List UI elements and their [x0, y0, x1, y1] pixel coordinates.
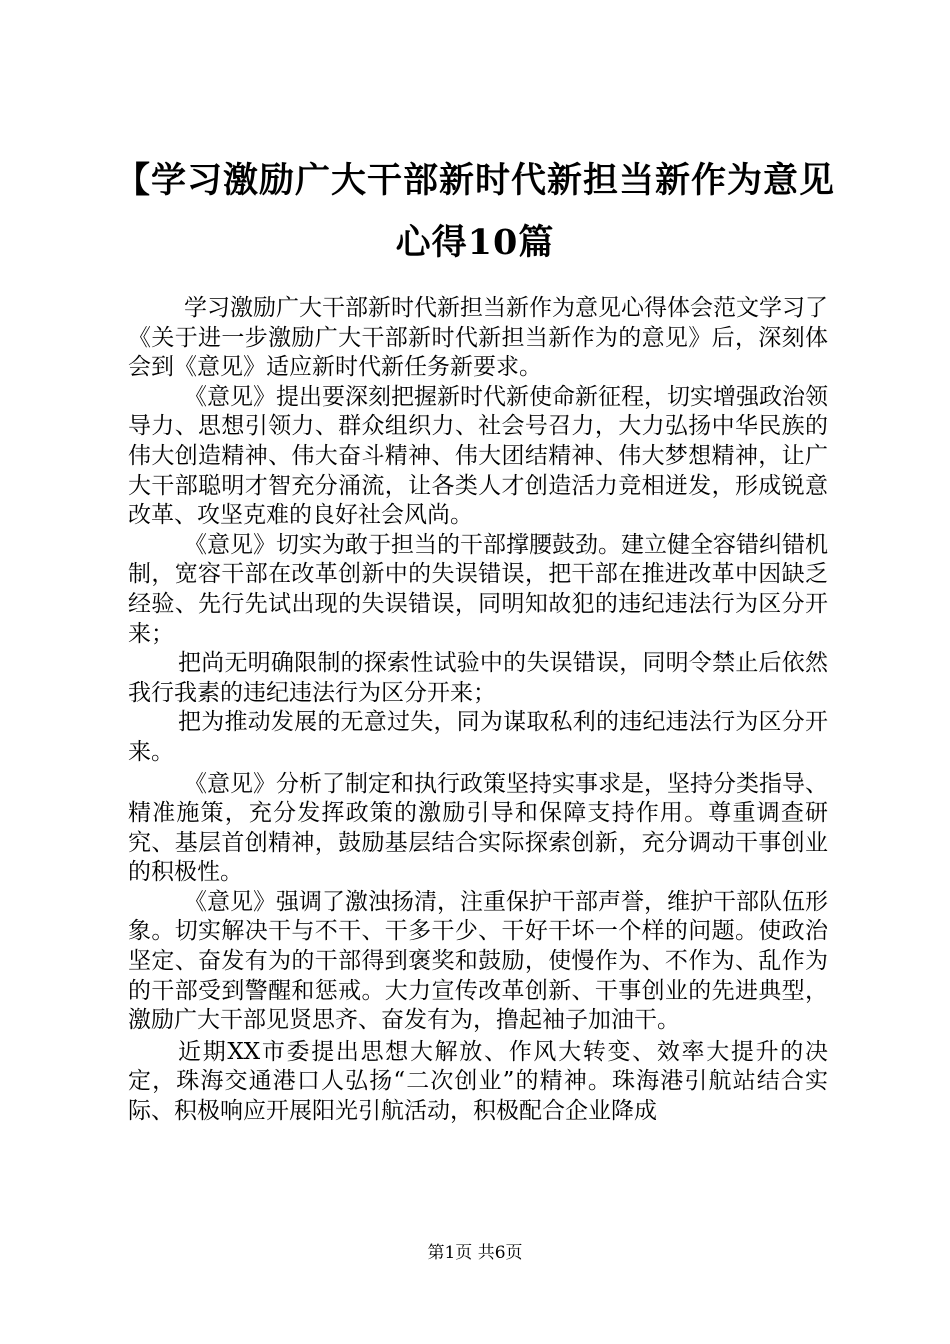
paragraph-5: 把为推动发展的无意过失，同为谋取私利的违纪违法行为区分开来。 [128, 709, 828, 765]
paragraph-7: 《意见》强调了激浊扬清，注重保护干部声誉，维护干部队伍形象。切实解决干与不干、干多干少、干好干坏一个样的问题。使政治坚定、奋发有为的干部得到褒奖和鼓励，使慢作为、不作为、乱作为的干部受到警醒和惩戒。大力宣传改革创新、干事创业的先进典型，激励广大干部见贤思齐、奋发有为，撸起袖子加油干。 [128, 888, 828, 1034]
paragraph-1: 学习激励广大干部新时代新担当新作为意见心得体会范文学习了《关于进一步激励广大干部新时代新担当新作为的意见》后，深刻体会到《意见》适应新时代新任务新要求。 [128, 295, 828, 381]
document-body [128, 294, 828, 1127]
title-line-1: 【学习激励广大干部新时代新担当新作为意见 [114, 160, 835, 201]
paragraph-3: 《意见》切实为敢于担当的干部撑腰鼓劲。建立健全容错纠错机制，宽容干部在改革创新中的失误错误，把干部在推进改革中因缺乏经验、先行先试出现的失误错误，同明知故犯的违纪违法行为区分开来； [128, 531, 828, 647]
paragraph-8: 近期XX市委提出思想大解放、作风大转变、效率大提升的决定，珠海交通港口人弘扬“二次创业”的精神。珠海港引航站结合实际、积极响应开展阳光引航活动，积极配合企业降成 [128, 1038, 828, 1125]
paragraph-4: 把尚无明确限制的探索性试验中的失误错误，同明令禁止后依然我行我素的违纪违法行为区分开来； [128, 650, 828, 706]
title-line-2: 心得10篇 [395, 222, 555, 263]
document-title [100, 150, 850, 274]
paragraph-6: 《意见》分析了制定和执行政策坚持实事求是，坚持分类指导、精准施策，充分发挥政策的激励引导和保障支持作用。尊重调查研究、基层首创精神，鼓励基层结合实际探索创新，充分调动干事创业的积极性。 [128, 770, 828, 886]
paragraph-2: 《意见》提出要深刻把握新时代新使命新征程，切实增强政治领导力、思想引领力、群众组织力、社会号召力，大力弘扬中华民族的伟大创造精神、伟大奋斗精神、伟大团结精神、伟大梦想精神，让广大干部聪明才智充分涌流，让各类人才创造活力竞相迸发，形成锐意改革、攻坚克难的良好社会风尚。 [128, 383, 828, 529]
page-number-footer: 第1页 共6页 [427, 1243, 523, 1263]
